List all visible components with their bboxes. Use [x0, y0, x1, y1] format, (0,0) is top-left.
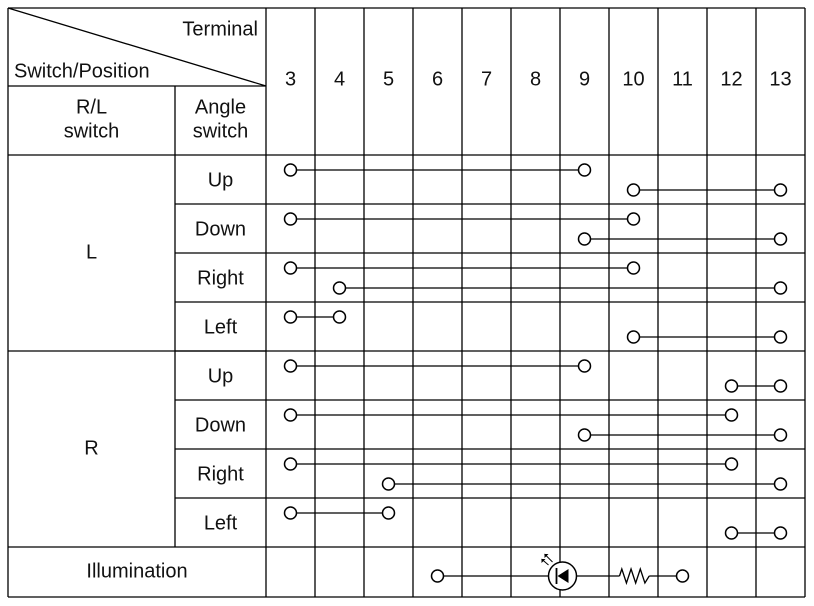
terminal-node-9 — [579, 360, 591, 372]
terminal-node-12 — [726, 380, 738, 392]
terminal-node-6 — [432, 570, 444, 582]
terminal-node-4 — [334, 311, 346, 323]
terminal-node-13 — [775, 527, 787, 539]
terminal-node-11 — [677, 570, 689, 582]
angle-label-R-left: Left — [203, 512, 238, 535]
terminal-number-10: 10 — [622, 68, 645, 91]
terminal-node-3 — [285, 262, 297, 274]
terminal-node-3 — [285, 458, 297, 470]
terminal-node-13 — [775, 282, 787, 294]
terminal-node-13 — [775, 233, 787, 245]
terminal-node-3 — [285, 213, 297, 225]
terminal-number-13: 13 — [769, 68, 792, 91]
terminal-node-10 — [628, 262, 640, 274]
terminal-node-12 — [726, 527, 738, 539]
terminal-node-13 — [775, 331, 787, 343]
terminal-node-3 — [285, 311, 297, 323]
terminal-number-7: 7 — [480, 68, 493, 91]
terminal-number-12: 12 — [720, 68, 743, 91]
terminal-node-9 — [579, 164, 591, 176]
angle-label-R-down: Down — [194, 414, 247, 437]
terminal-node-12 — [726, 409, 738, 421]
resistor-icon — [620, 569, 650, 583]
switch-position-header-label: Switch/Position — [14, 60, 150, 83]
terminal-node-13 — [775, 380, 787, 392]
terminal-header-label: Terminal — [182, 18, 258, 41]
continuity-lines — [285, 164, 787, 590]
angle-switch-header-label: Angle switch — [192, 96, 249, 143]
terminal-number-3: 3 — [284, 68, 297, 91]
terminal-number-6: 6 — [431, 68, 444, 91]
terminal-node-10 — [628, 184, 640, 196]
terminal-node-4 — [334, 282, 346, 294]
terminal-node-3 — [285, 409, 297, 421]
terminal-node-13 — [775, 478, 787, 490]
table-grid — [8, 8, 805, 597]
terminal-node-9 — [579, 429, 591, 441]
terminal-node-12 — [726, 458, 738, 470]
rl-switch-header-label: R/L switch — [63, 96, 120, 143]
terminal-node-5 — [383, 478, 395, 490]
terminal-node-13 — [775, 429, 787, 441]
terminal-number-4: 4 — [333, 68, 346, 91]
terminal-number-11: 11 — [672, 68, 693, 91]
terminal-node-3 — [285, 360, 297, 372]
angle-label-L-right: Right — [197, 267, 244, 290]
terminal-number-5: 5 — [382, 68, 395, 91]
terminal-node-9 — [579, 233, 591, 245]
led-icon — [542, 554, 577, 590]
angle-label-L-left: Left — [203, 316, 238, 339]
terminal-node-13 — [775, 184, 787, 196]
angle-label-R-right: Right — [197, 463, 244, 486]
angle-label-L-up: Up — [207, 169, 234, 192]
terminal-node-3 — [285, 507, 297, 519]
angle-label-R-up: Up — [207, 365, 234, 388]
terminal-node-5 — [383, 507, 395, 519]
terminal-number-9: 9 — [578, 68, 591, 91]
angle-label-L-down: Down — [194, 218, 247, 241]
terminal-number-8: 8 — [529, 68, 542, 91]
terminal-node-10 — [628, 331, 640, 343]
terminal-node-3 — [285, 164, 297, 176]
rl-group-label-R: R — [84, 437, 99, 460]
rl-group-label-L: L — [85, 241, 98, 264]
terminal-node-10 — [628, 213, 640, 225]
illumination-label: Illumination — [86, 560, 188, 583]
